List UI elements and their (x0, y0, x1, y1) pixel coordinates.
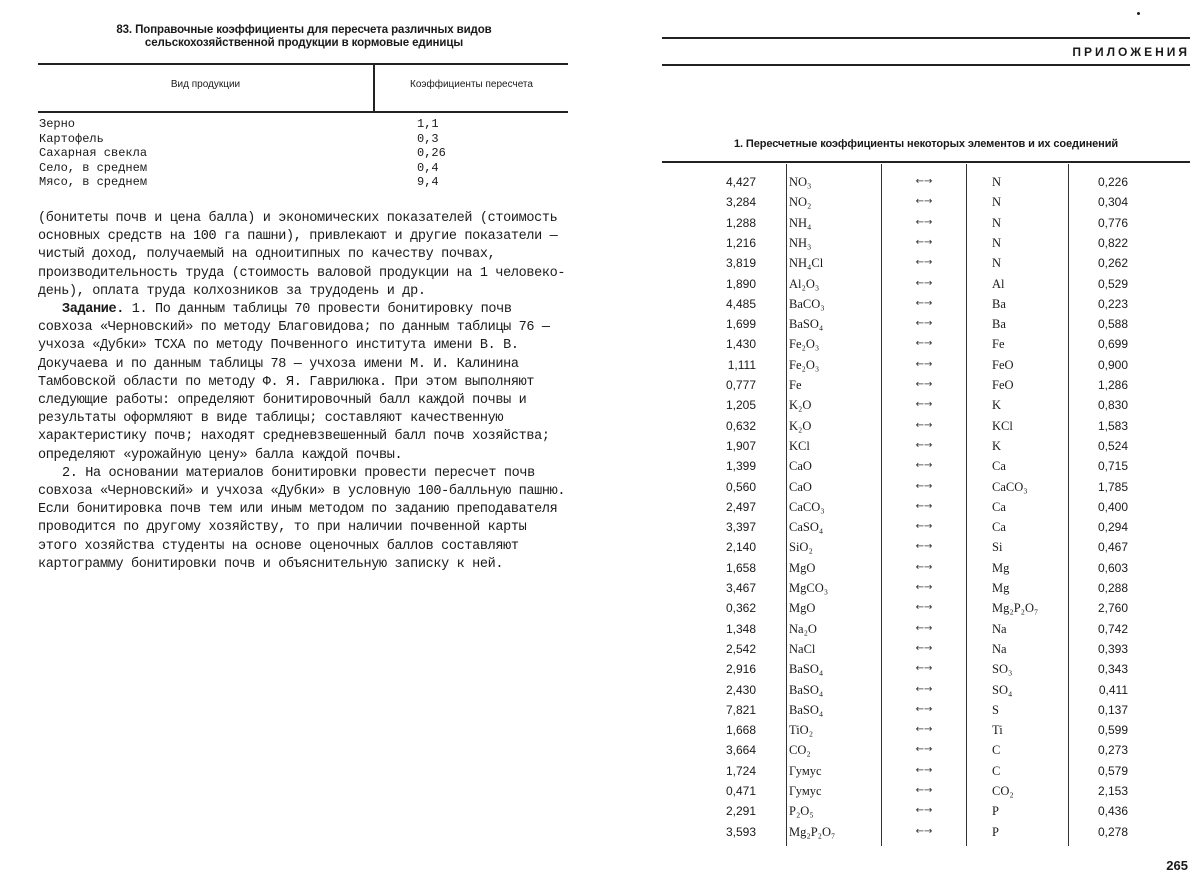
table-1-compound-left-cell: MgO (789, 601, 816, 616)
table-1-arrow-cell: ←→ (915, 379, 933, 390)
table-1-arrow-cell: ←→ (915, 642, 933, 654)
table-83-coefficient-cell: 0,26 (417, 146, 446, 161)
table-1-factor-left-cell: 1,205 (725, 398, 756, 413)
table-1-row (662, 537, 1190, 557)
table-1-compound-right-cell: N (992, 195, 1002, 210)
table-1-arrow-cell: ←→ (915, 297, 933, 309)
table-83-coefficient-cell: 0,3 (417, 131, 439, 146)
table-1-row (662, 172, 1190, 192)
table-1-arrow-cell: ←→ (915, 439, 933, 451)
table-1-factor-left-cell: 2,430 (725, 682, 756, 697)
table-1-row (662, 416, 1190, 436)
table-1-compound-left-cell: CO₂ (789, 743, 811, 758)
table-1-arrow-cell: ←→ (915, 216, 933, 228)
table-1-arrow-cell: ←→ (915, 338, 933, 350)
table-1-compound-left-cell: KCl (789, 438, 810, 453)
table-1-compound-right-cell: KCl (992, 418, 1013, 433)
table-1-compound-left-cell: MgO (789, 560, 816, 575)
table-83-row (39, 147, 559, 159)
table-1-row (662, 233, 1190, 253)
table-83-coefficient-cell: 9,4 (417, 175, 439, 190)
table-83-product-cell: Картофель (39, 131, 104, 146)
page-number: 265 (1166, 858, 1188, 873)
table-1-factor-right-cell: 1,583 (1097, 418, 1128, 433)
table-1-factor-left-cell: 1,430 (725, 337, 756, 352)
table-1-row (662, 456, 1190, 476)
paragraph-3: 2. На основании материалов бонитировки провести пересчет почв совхоза «Черновский» и учхоза «Дубки» в условную 100-балльную пашню. Если бонитировка почв тем или иным методом по заданию преподавателя проводится по другому хозяйству, то при наличии почвенной карты этого хозяйства студенты на основе оценочных баллов составляют картограмму бонитировки почв и объяснительную записку к ней. (38, 465, 566, 572)
table-1-row (662, 334, 1190, 354)
table-1-arrow-cell: ←→ (915, 764, 933, 776)
table-1-factor-left-cell: 0,632 (725, 418, 756, 433)
table-1-factor-right-cell: 2,760 (1097, 601, 1128, 616)
table-1-row (662, 619, 1190, 639)
table-1-factor-right-cell: 0,588 (1097, 317, 1128, 332)
table-1-factor-left-cell: 4,485 (725, 296, 756, 311)
table-1-compound-right-cell: C (992, 743, 1001, 758)
table-1-arrow-cell: ←→ (915, 480, 933, 492)
table-1-arrow-cell: ←→ (915, 500, 933, 512)
table-1-arrow-cell: ←→ (915, 358, 933, 370)
table-1-compound-left-cell: TiO₂ (789, 723, 814, 738)
table-1-row (662, 680, 1190, 700)
table-1-row (662, 192, 1190, 212)
table-1-compound-left-cell: Гумус (789, 784, 822, 798)
table-1-arrow-cell: ←→ (915, 196, 933, 208)
table-1-compound-left-cell: Al₂O₃ (789, 276, 820, 291)
table-1-arrow-cell: ←→ (915, 785, 933, 796)
table-1-factor-right-cell: 0,603 (1097, 560, 1128, 575)
table-1-compound-right-cell: Ba (992, 296, 1006, 311)
table-1-factor-right-cell: 0,226 (1097, 175, 1128, 189)
table-1-factor-right-cell: 0,579 (1097, 763, 1128, 778)
table-1-row (662, 375, 1190, 395)
table-1-factor-right-cell: 0,830 (1097, 398, 1128, 413)
table-1-compound-left-cell: Fe (789, 378, 802, 392)
table-1-compound-left-cell: CaO (789, 479, 812, 494)
table-1-compound-left-cell: Mg₂P₂O₇ (789, 824, 836, 839)
table-1-arrow-cell: ←→ (915, 176, 933, 187)
table-83-row (39, 162, 559, 174)
table-1-factor-right-cell: 0,393 (1097, 641, 1128, 656)
table-1-factor-right-cell: 0,436 (1097, 804, 1128, 819)
table-1-factor-right-cell: 0,343 (1097, 662, 1128, 677)
table-1-factor-left-cell: 1,348 (725, 621, 756, 636)
table-1-title: 1. Пересчетные коэффициенты некоторых элементов и их соединений (733, 138, 1119, 150)
table-83-title-line-2: сельскохозяйственной продукции в кормовые единицы (144, 37, 464, 49)
table-1-factor-left-cell: 0,777 (725, 378, 756, 392)
table-1-row (662, 700, 1190, 720)
header-rule-top (662, 37, 1190, 39)
paragraph-2 (38, 301, 568, 465)
table-1-compound-left-cell: CaO (789, 459, 812, 474)
table-1-compound-right-cell: CO₂ (992, 784, 1014, 798)
table-1-arrow-cell: ←→ (915, 663, 933, 675)
table-1-factor-right-cell: 0,400 (1097, 499, 1128, 514)
table-1-compound-right-cell: Ca (992, 520, 1006, 535)
table-1-factor-right-cell: 0,699 (1097, 337, 1128, 352)
table-1-factor-left-cell: 3,664 (725, 743, 756, 758)
table-1-arrow-cell: ←→ (915, 582, 933, 593)
table-1-factor-left-cell: 1,699 (725, 317, 756, 332)
table-1-arrow-cell: ←→ (915, 541, 933, 553)
table-1-factor-right-cell: 0,742 (1097, 621, 1128, 636)
table-1-row (662, 274, 1190, 294)
table-1-factor-left-cell: 1,890 (725, 276, 756, 291)
table-1-compound-left-cell: BaSO₄ (789, 662, 824, 677)
table-83-product-cell: Сахарная свекла (39, 146, 148, 161)
table-1-arrow-cell: ←→ (915, 399, 933, 411)
table-1-arrow-cell: ←→ (915, 602, 933, 614)
table-1-compound-right-cell: FeO (992, 357, 1014, 372)
table-1-factor-left-cell: 1,724 (725, 763, 756, 778)
table-1-arrow-cell: ←→ (915, 805, 933, 817)
table-1-factor-right-cell: 0,776 (1097, 215, 1128, 230)
table-1-compound-right-cell: Al (992, 276, 1005, 291)
table-1-factor-right-cell: 0,273 (1097, 743, 1128, 758)
table-1-compound-right-cell: SO₄ (992, 682, 1013, 697)
table-1-compound-right-cell: Ca (992, 459, 1006, 474)
table-83-header-rule (38, 111, 568, 113)
table-1-arrow-cell: ←→ (915, 460, 933, 472)
right-page (600, 0, 1200, 896)
table-1-factor-right-cell: 0,223 (1097, 296, 1128, 311)
table-1-factor-right-cell: 1,785 (1097, 479, 1128, 494)
table-83-title (84, 24, 524, 50)
table-1-compound-left-cell: Гумус (789, 763, 822, 778)
table-1-compound-right-cell: Na (992, 641, 1007, 656)
table-1-compound-left-cell: NaCl (789, 641, 816, 656)
table-1-factor-left-cell: 7,821 (725, 702, 756, 717)
table-1-factor-right-cell: 0,900 (1097, 357, 1128, 372)
table-1-row (662, 761, 1190, 781)
table-1-arrow-cell: ←→ (915, 318, 933, 330)
table-1-compound-right-cell: Ba (992, 317, 1006, 332)
table-1-factor-left-cell: 3,284 (725, 195, 756, 210)
table-1-compound-right-cell: Si (992, 540, 1003, 555)
table-1-compound-right-cell: Fe (992, 337, 1005, 352)
table-1-factor-left-cell: 1,288 (725, 215, 756, 230)
table-1-compound-left-cell: BaSO₄ (789, 702, 824, 717)
table-1-row (662, 477, 1190, 497)
table-1-row (662, 517, 1190, 537)
table-1-compound-left-cell: SiO₂ (789, 540, 813, 555)
table-1-top-rule (662, 161, 1190, 163)
table-1-factor-left-cell: 2,140 (725, 540, 756, 555)
table-1-arrow-cell: ←→ (915, 419, 933, 431)
table-1-compound-left-cell: Fe₂O₃ (789, 337, 820, 352)
table-1-compound-left-cell: CaCO₃ (789, 499, 825, 514)
table-1-factor-right-cell: 0,524 (1097, 438, 1128, 453)
table-83-header-product: Вид продукции (170, 79, 241, 90)
table-1-factor-left-cell: 2,916 (725, 662, 756, 677)
body-text (38, 210, 568, 574)
table-1-compound-right-cell: SO₃ (992, 662, 1013, 677)
table-1-compound-right-cell: CaCO₃ (992, 479, 1028, 494)
table-1-compound-left-cell: Na₂O (789, 621, 817, 636)
table-1-compound-right-cell: N (992, 235, 1002, 250)
table-1-factor-left-cell: 3,593 (725, 824, 756, 839)
table-1-row (662, 720, 1190, 740)
table-1-arrow-cell: ←→ (915, 683, 933, 695)
table-1-compound-left-cell: NH₄ (789, 215, 812, 230)
table-1-compound-left-cell: P₂O₅ (789, 804, 814, 819)
table-83-product-cell: Зерно (39, 117, 76, 131)
table-1-factor-left-cell: 2,497 (725, 499, 756, 514)
running-head: ПРИЛОЖЕНИЯ (1072, 45, 1190, 59)
table-1-compound-right-cell: P (992, 824, 999, 839)
table-1-factor-right-cell: 1,286 (1097, 378, 1128, 392)
paragraph-2-text: 1. По данным таблицы 70 провести бонитировку почв совхоза «Черновский» по методу Благовидова; по данным таблицы 76 — учхоза «Дубки» ТСХА по методу Почвенного института имени В. В. Докучаева и по данным таблицы 78 — учхоза имени М. И. Калинина Тамбовской области по методу Ф. Я. Гаврилюка. При этом выполняют следующие работы: определяют бонитировочный балл каждой почвы и результаты оформляют в виде таблицы; составляют качественную характеристику почв; находят средневзвешенный балл почв хозяйства; определяют «урожайную цену» балла каждой почвы. (38, 302, 550, 463)
table-1-factor-left-cell: 0,471 (725, 784, 756, 798)
table-1-compound-right-cell: Mg (992, 581, 1010, 595)
table-83-coefficient-cell: 1,1 (417, 117, 439, 131)
table-1-compound-left-cell: K₂O (789, 418, 812, 433)
table-1-row (662, 781, 1190, 801)
table-1-compound-right-cell: Na (992, 621, 1007, 636)
table-1-compound-left-cell: NO₂ (789, 195, 812, 210)
table-83-product-cell: Село, в среднем (39, 160, 148, 175)
table-1-factor-left-cell: 0,560 (725, 479, 756, 494)
table-1-compound-right-cell: P (992, 804, 999, 819)
table-1-row (662, 598, 1190, 618)
table-1-row (662, 314, 1190, 334)
table-83-title-line-1: 83. Поправочные коэффициенты для пересчета различных видов (116, 24, 492, 36)
table-1-factor-left-cell: 4,427 (725, 175, 756, 189)
table-83-coefficient-cell: 0,4 (417, 160, 439, 175)
table-1-factor-right-cell: 0,278 (1097, 824, 1128, 839)
table-1-arrow-cell: ←→ (915, 236, 933, 248)
table-1-row (662, 639, 1190, 659)
table-1-arrow-cell: ←→ (915, 825, 933, 837)
table-83-top-rule (38, 63, 568, 65)
table-83-row (39, 133, 559, 145)
table-1-compound-left-cell: NH₃ (789, 235, 812, 250)
table-1-factor-left-cell: 2,291 (725, 804, 756, 819)
table-1-compound-right-cell: N (992, 215, 1002, 230)
table-1-row (662, 213, 1190, 233)
table-1-arrow-cell: ←→ (915, 521, 933, 533)
table-1-arrow-cell: ←→ (915, 622, 933, 634)
table-1-row (662, 253, 1190, 273)
table-1-factor-right-cell: 0,467 (1097, 540, 1128, 555)
table-1-compound-right-cell: K (992, 398, 1002, 413)
table-1-factor-right-cell: 0,599 (1097, 723, 1128, 738)
table-1-factor-right-cell: 0,529 (1097, 276, 1128, 291)
table-1-compound-left-cell: K₂O (789, 398, 812, 413)
table-1-row (662, 740, 1190, 760)
table-1-compound-left-cell: BaCO₃ (789, 296, 825, 311)
table-1-factor-right-cell: 0,715 (1097, 459, 1128, 474)
table-1-arrow-cell: ←→ (915, 277, 933, 289)
table-1-compound-left-cell: CaSO₄ (789, 520, 824, 535)
table-1-factor-right-cell: 0,294 (1097, 520, 1128, 535)
task-label: Задание. (62, 302, 125, 318)
table-1-row (662, 497, 1190, 517)
table-83-product-cell: Мясо, в среднем (39, 175, 148, 190)
header-rule-bottom (662, 64, 1190, 66)
table-1-row (662, 294, 1190, 314)
table-1-row (662, 801, 1190, 821)
table-1-row (662, 355, 1190, 375)
table-1-compound-right-cell: S (992, 702, 999, 717)
paragraph-1: (бонитеты почв и цена балла) и экономических показателей (стоимость основных средств на 100 га пашни), привлекают и другие показатели — чистый доход, получаемый на одноитипных по качеству почвах, производительность труда (стоимость валовой продукции на 1 человеко-день), оплата труда колхозников за трудодень и др. (38, 211, 566, 299)
table-1-compound-right-cell: Ca (992, 499, 1006, 514)
table-1-factor-right-cell: 0,304 (1097, 195, 1128, 210)
table-1-factor-left-cell: 1,907 (725, 438, 756, 453)
table-1-factor-right-cell: 0,262 (1097, 256, 1128, 271)
table-1-factor-left-cell: 2,542 (725, 641, 756, 656)
ink-dot (1137, 12, 1140, 15)
table-1-compound-left-cell: NO₃ (789, 175, 812, 189)
table-1-factor-right-cell: 0,822 (1097, 235, 1128, 250)
table-1-row (662, 558, 1190, 578)
table-1-arrow-cell: ←→ (915, 703, 933, 715)
table-1-factor-left-cell: 1,658 (725, 560, 756, 575)
table-1-row (662, 578, 1190, 598)
table-1-row (662, 395, 1190, 415)
table-1-compound-right-cell: FeO (992, 378, 1014, 392)
table-1-factor-left-cell: 1,216 (725, 235, 756, 250)
table-1-compound-left-cell: MgCO₃ (789, 581, 829, 595)
table-1-factor-right-cell: 0,288 (1097, 581, 1128, 595)
table-1-factor-right-cell: 2,153 (1097, 784, 1128, 798)
table-1-compound-right-cell: Mg₂P₂O₇ (992, 601, 1039, 616)
table-1-arrow-cell: ←→ (915, 257, 933, 269)
table-1-compound-right-cell: N (992, 175, 1002, 189)
table-1-compound-left-cell: BaSO₄ (789, 682, 824, 697)
table-1-compound-right-cell: K (992, 438, 1002, 453)
table-1-arrow-cell: ←→ (915, 561, 933, 573)
table-1-factor-right-cell: 0,137 (1097, 702, 1128, 717)
table-1-row (662, 659, 1190, 679)
table-1-compound-left-cell: NH₄Cl (789, 256, 824, 271)
table-83-row (39, 176, 559, 188)
table-83-header-coefficient: Коэффициенты пересчета (410, 79, 533, 90)
table-1-compound-right-cell: N (992, 256, 1002, 271)
table-1-factor-right-cell: 0,411 (1098, 682, 1128, 697)
table-1-factor-left-cell: 0,362 (725, 601, 756, 616)
table-1-arrow-cell: ←→ (915, 744, 933, 756)
table-1-row (662, 436, 1190, 456)
table-1-factor-left-cell: 1,111 (727, 357, 756, 372)
table-1-factor-left-cell: 1,668 (725, 723, 756, 738)
table-1-row (662, 822, 1190, 842)
table-1-compound-left-cell: BaSO₄ (789, 317, 824, 332)
table-1-compound-right-cell: C (992, 763, 1001, 778)
table-1-factor-left-cell: 3,397 (725, 520, 756, 535)
table-1-arrow-cell: ←→ (915, 724, 933, 736)
table-1-compound-left-cell: Fe₂O₃ (789, 357, 820, 372)
table-1-compound-right-cell: Ti (992, 723, 1003, 738)
table-1-factor-left-cell: 3,819 (725, 256, 756, 271)
table-1-factor-left-cell: 3,467 (725, 581, 756, 595)
table-1-compound-right-cell: Mg (992, 560, 1010, 575)
table-1-factor-left-cell: 1,399 (725, 459, 756, 474)
table-83-row (39, 118, 559, 130)
